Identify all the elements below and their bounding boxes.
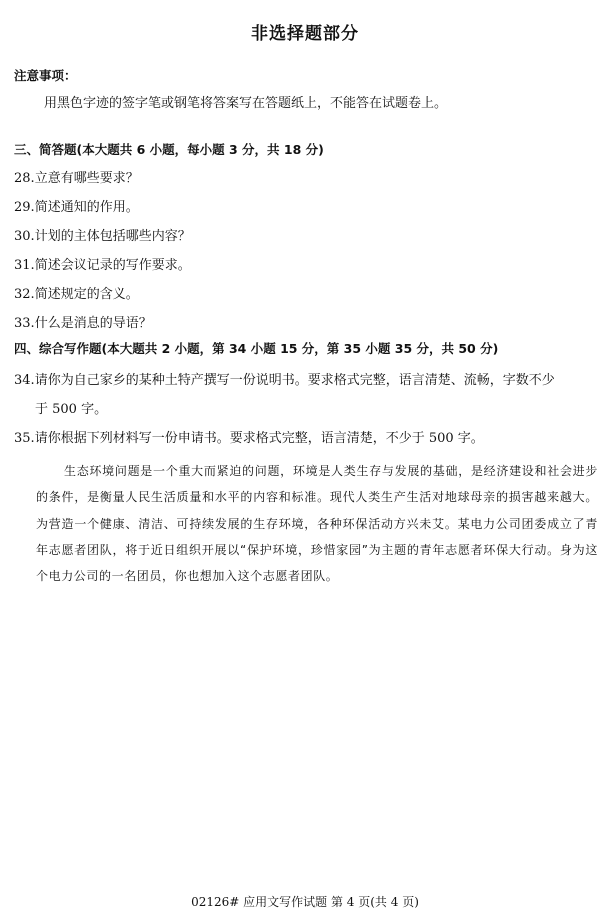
question-text: 计划的主体包括哪些内容？	[34, 229, 191, 244]
material-passage: 生态环境问题是一个重大而紧迫的问题，环境是人类生存与发展的基础，是经济建设和社会进步的条件，是衡量人民生活质量和水平的内容和标准。现代人类生产生活对地球母亲的损害越来越大。为营造一个健康、清洁、可持续发展的生存环境，各种环保活动方兴未艾。某电力公司团委成立了青年志愿者团队，将于近日组织开展以“保护环境，珍惜家园”为主题的青年志愿者环保大行动。身为这个电力公司的一名团员，你也想加入这个志愿者团队。	[36, 464, 598, 584]
question-number: 32.	[14, 287, 35, 302]
question-30	[14, 225, 191, 244]
question-text: 简述通知的作用。	[34, 200, 139, 215]
question-text: 请你为自己家乡的某种土特产撰写一份说明书。要求格式完整，语言清楚、流畅，字数不少	[34, 373, 555, 388]
question-number: 33.	[14, 316, 35, 331]
question-31	[14, 254, 191, 273]
notice-text: 用黑色字迹的签字笔或钢笔将答案写在答题纸上，不能答在试题卷上。	[44, 96, 448, 111]
question-number: 30.	[14, 229, 35, 244]
question-text: 什么是消息的导语？	[34, 316, 152, 331]
question-number: 29.	[14, 200, 35, 215]
question-number: 31.	[14, 258, 35, 273]
question-text: 请你根据下列材料写一份申请书。要求格式完整，语言清楚，不少于 500 字。	[34, 431, 484, 446]
question-29	[14, 196, 139, 215]
question-number: 28.	[14, 171, 35, 186]
question-number: 34.	[14, 373, 35, 388]
question-text: 立意有哪些要求？	[34, 171, 139, 186]
question-35	[14, 427, 484, 446]
question-number: 35.	[14, 431, 35, 446]
question-33	[14, 312, 152, 331]
question-text: 简述会议记录的写作要求。	[34, 258, 191, 273]
section-3-heading: 三、简答题(本大题共 6 小题，每小题 3 分，共 18 分)	[14, 142, 324, 157]
question-text: 简述规定的含义。	[34, 287, 139, 302]
notice-heading: 注意事项：	[14, 68, 77, 83]
question-34	[14, 369, 555, 388]
page-footer: 02126# 应用文写作试题 第 4 页(共 4 页)	[191, 895, 419, 909]
question-34-continuation: 于 500 字。	[35, 402, 108, 417]
question-32	[14, 283, 139, 302]
question-28	[14, 167, 139, 186]
page-title: 非选择题部分	[251, 24, 359, 44]
section-4-heading: 四、综合写作题(本大题共 2 小题，第 34 小题 15 分，第 35 小题 35 分，共 50 分)	[14, 341, 499, 356]
